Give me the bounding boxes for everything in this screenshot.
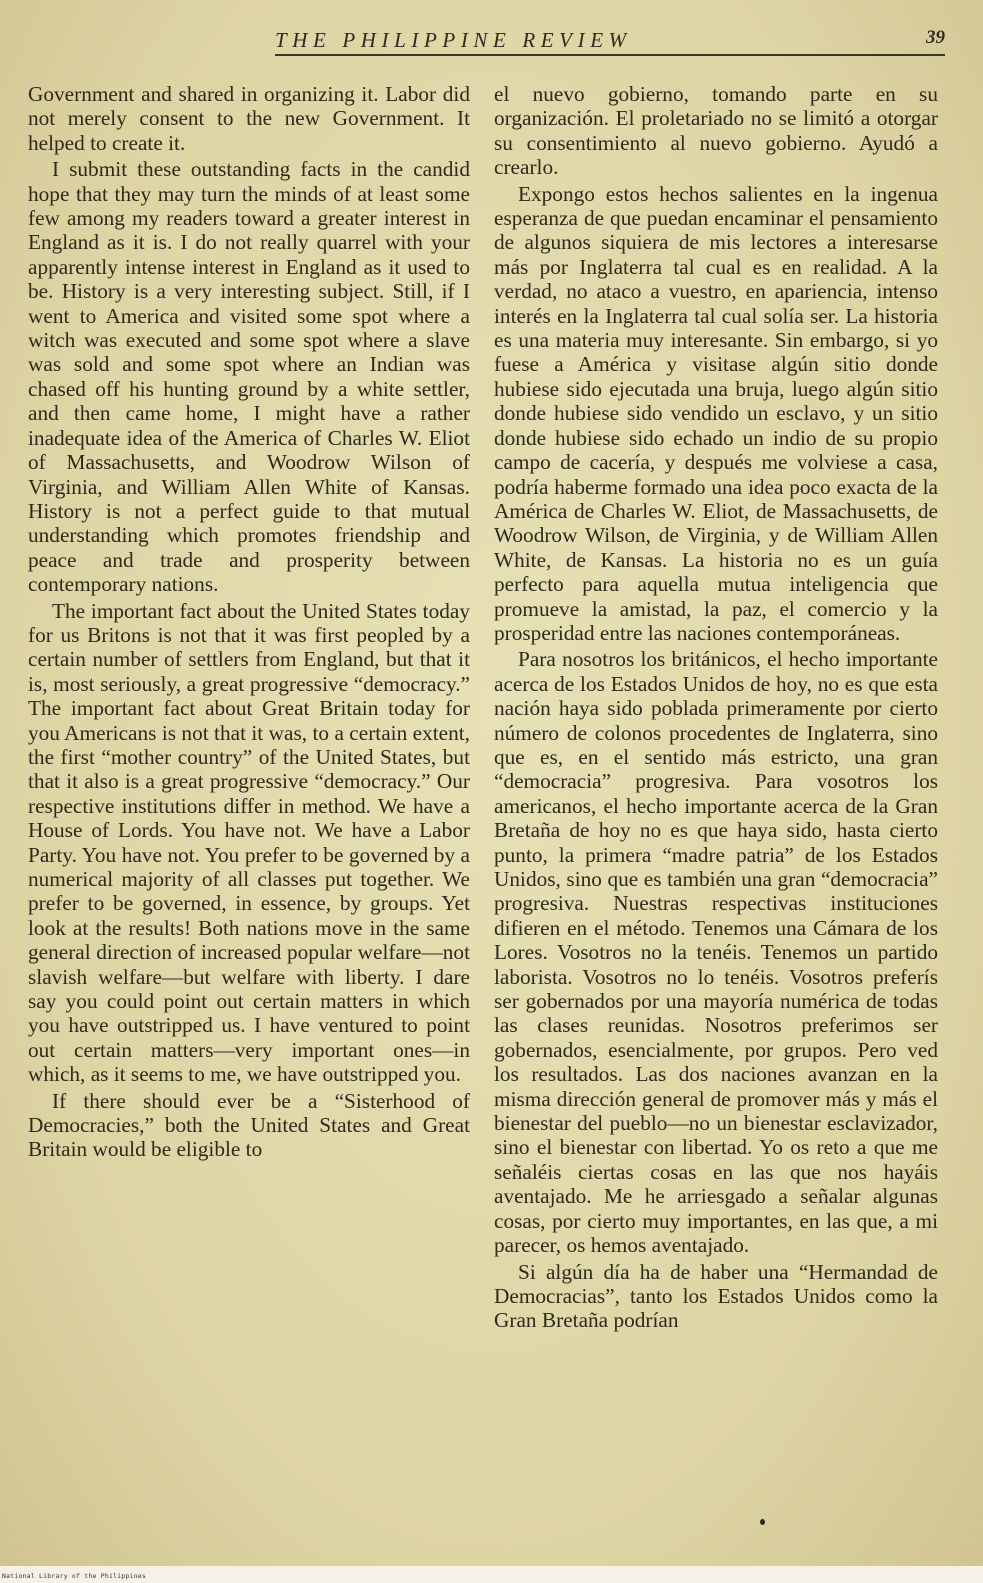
running-header [275,26,945,56]
paragraph: Para nosotros los británicos, el hecho importante acerca de los Estados Unidos de hoy, no es que esta nación haya sido poblada primeramente por cierto número de colonos procedentes de Inglaterra, sino que es, en el sentido más estricto, una gran “democracia” progresiva. Para vosotros los americanos, el hecho importante acerca de la Gran Bretaña de hoy no es que haya sido, hasta cierto punto, la primera “madre patria” de los Estados Unidos, sino que es también una gran “democracia” progresiva. Nuestras respectivas instituciones difieren en el método. Tenemos una Cámara de los Lores. Vosotros no la tenéis. Tenemos un partido laborista. Vosotros no lo tenéis. Vosotros preferís ser gobernados por una mayoría numérica de todas las clases reunidas. Nosotros preferimos ser gobernados, esencialmente, por grupos. Pero ved los resultados. Las dos naciones avanzan en la misma dirección general de promover más y más el bienestar del pueblo—no un bienestar esclavizador, sino el bienestar con libertad. Yo os reto a que me señaléis ciertas cosas en las que nos hayáis aventajado. Me he arriesgado a señalar algunas cosas, por cierto muy importantes, en las que, a mi parecer, os hemos aventajado. [494,647,938,1258]
paragraph: I submit these outstanding facts in the candid hope that they may turn the minds of at least some few among my readers toward a greater interest in England as it is. I do not really quarrel with your apparently intense interest in England as it used to be. History is a very interesting subject. Still, if I went to America and visited some spot where a witch was executed and some spot where a slave was sold and some spot where an Indian was chased off his hunting ground by a white settler, and then came home, I might have a rather inadequate idea of the America of Charles W. Eliot of Massachusetts, and Woodrow Wilson of Virginia, and William Allen White of Kansas. History is not a perfect guide to that mutual understanding which promotes friendship and peace and trade and prosperity between contemporary nations. [28,157,470,597]
ink-dot [760,1519,765,1525]
paragraph: If there should ever be a “Sisterhood of Democracies,” both the United States and Great Britain would be eligible to [28,1088,470,1162]
page-number: 39 [926,27,945,48]
paragraph: Government and shared in organizing it. Labor did not merely consent to the new Government. It helped to create it. [28,82,470,155]
paragraph: The important fact about the United States today for us Britons is not that it was first peopled by a certain number of settlers from England, but that it is, most seriously, a great progressive “democracy.” The important fact about Great Britain today for you Americans is not that it was, to a certain extent, the first “mother country” of the United States, but that it also is a great progressive “democracy.” Our respective institutions differ in method. We have a House of Lords. You have not. We have a Labor Party. You have not. You prefer to be governed by a numerical majority of all classes put together. We prefer to be governed, in essence, by groups. Yet look at the results! Both nations move in the same general direction of increased popular welfare—not slavish welfare—but welfare with liberty. I dare say you could point out certain matters in which you have outstripped us. I have ventured to point out certain matters—very important ones—in which, as it seems to me, we have outstripped you. [28,598,470,1087]
scan-footer-strip [0,1566,983,1583]
header-rule [275,54,945,56]
paragraph: Si algún día ha de haber una “Hermandad de Democracias”, tanto los Estados Unidos como la Gran Bretaña podrían [494,1259,938,1333]
english-column [28,82,470,1164]
paragraph: Expongo estos hechos salientes en la ingenua esperanza de que puedan encaminar el pensamiento de algunos siquiera de mis lectores a interesarse más por Inglaterra tal cual es en realidad. A la verdad, no ataco a vuestro, en apariencia, intenso interés en la Inglaterra tal cual solía ser. La historia es una materia muy interesante. Sin embargo, si yo fuese a América y visitase algún sitio donde hubiese sido ejecutada una bruja, luego algún sitio donde hubiese sido vendido un esclavo, y un sitio donde hubiese sido echado un indio de su propio campo de cacería, y después me volviese a casa, podría haberme formado una idea poco exacta de la América de Charles W. Eliot, de Massachusetts, de Woodrow Wilson, de Virginia, y de William Allen White, de Kansas. La historia no es un guía perfecto para aquella mutua inteligencia que promueve la amistad, la paz, el comercio y la prosperidad entre las naciones contemporáneas. [494,181,938,645]
journal-title: THE PHILIPPINE REVIEW [275,28,632,52]
library-credit: National Library of the Philippines [2,1572,146,1580]
spanish-column [494,82,938,1335]
paragraph: el nuevo gobierno, tomando parte en su organización. El proletariado no se limitó a otorgar su consentimiento al nuevo gobierno. Ayudó a crearlo. [494,82,938,180]
